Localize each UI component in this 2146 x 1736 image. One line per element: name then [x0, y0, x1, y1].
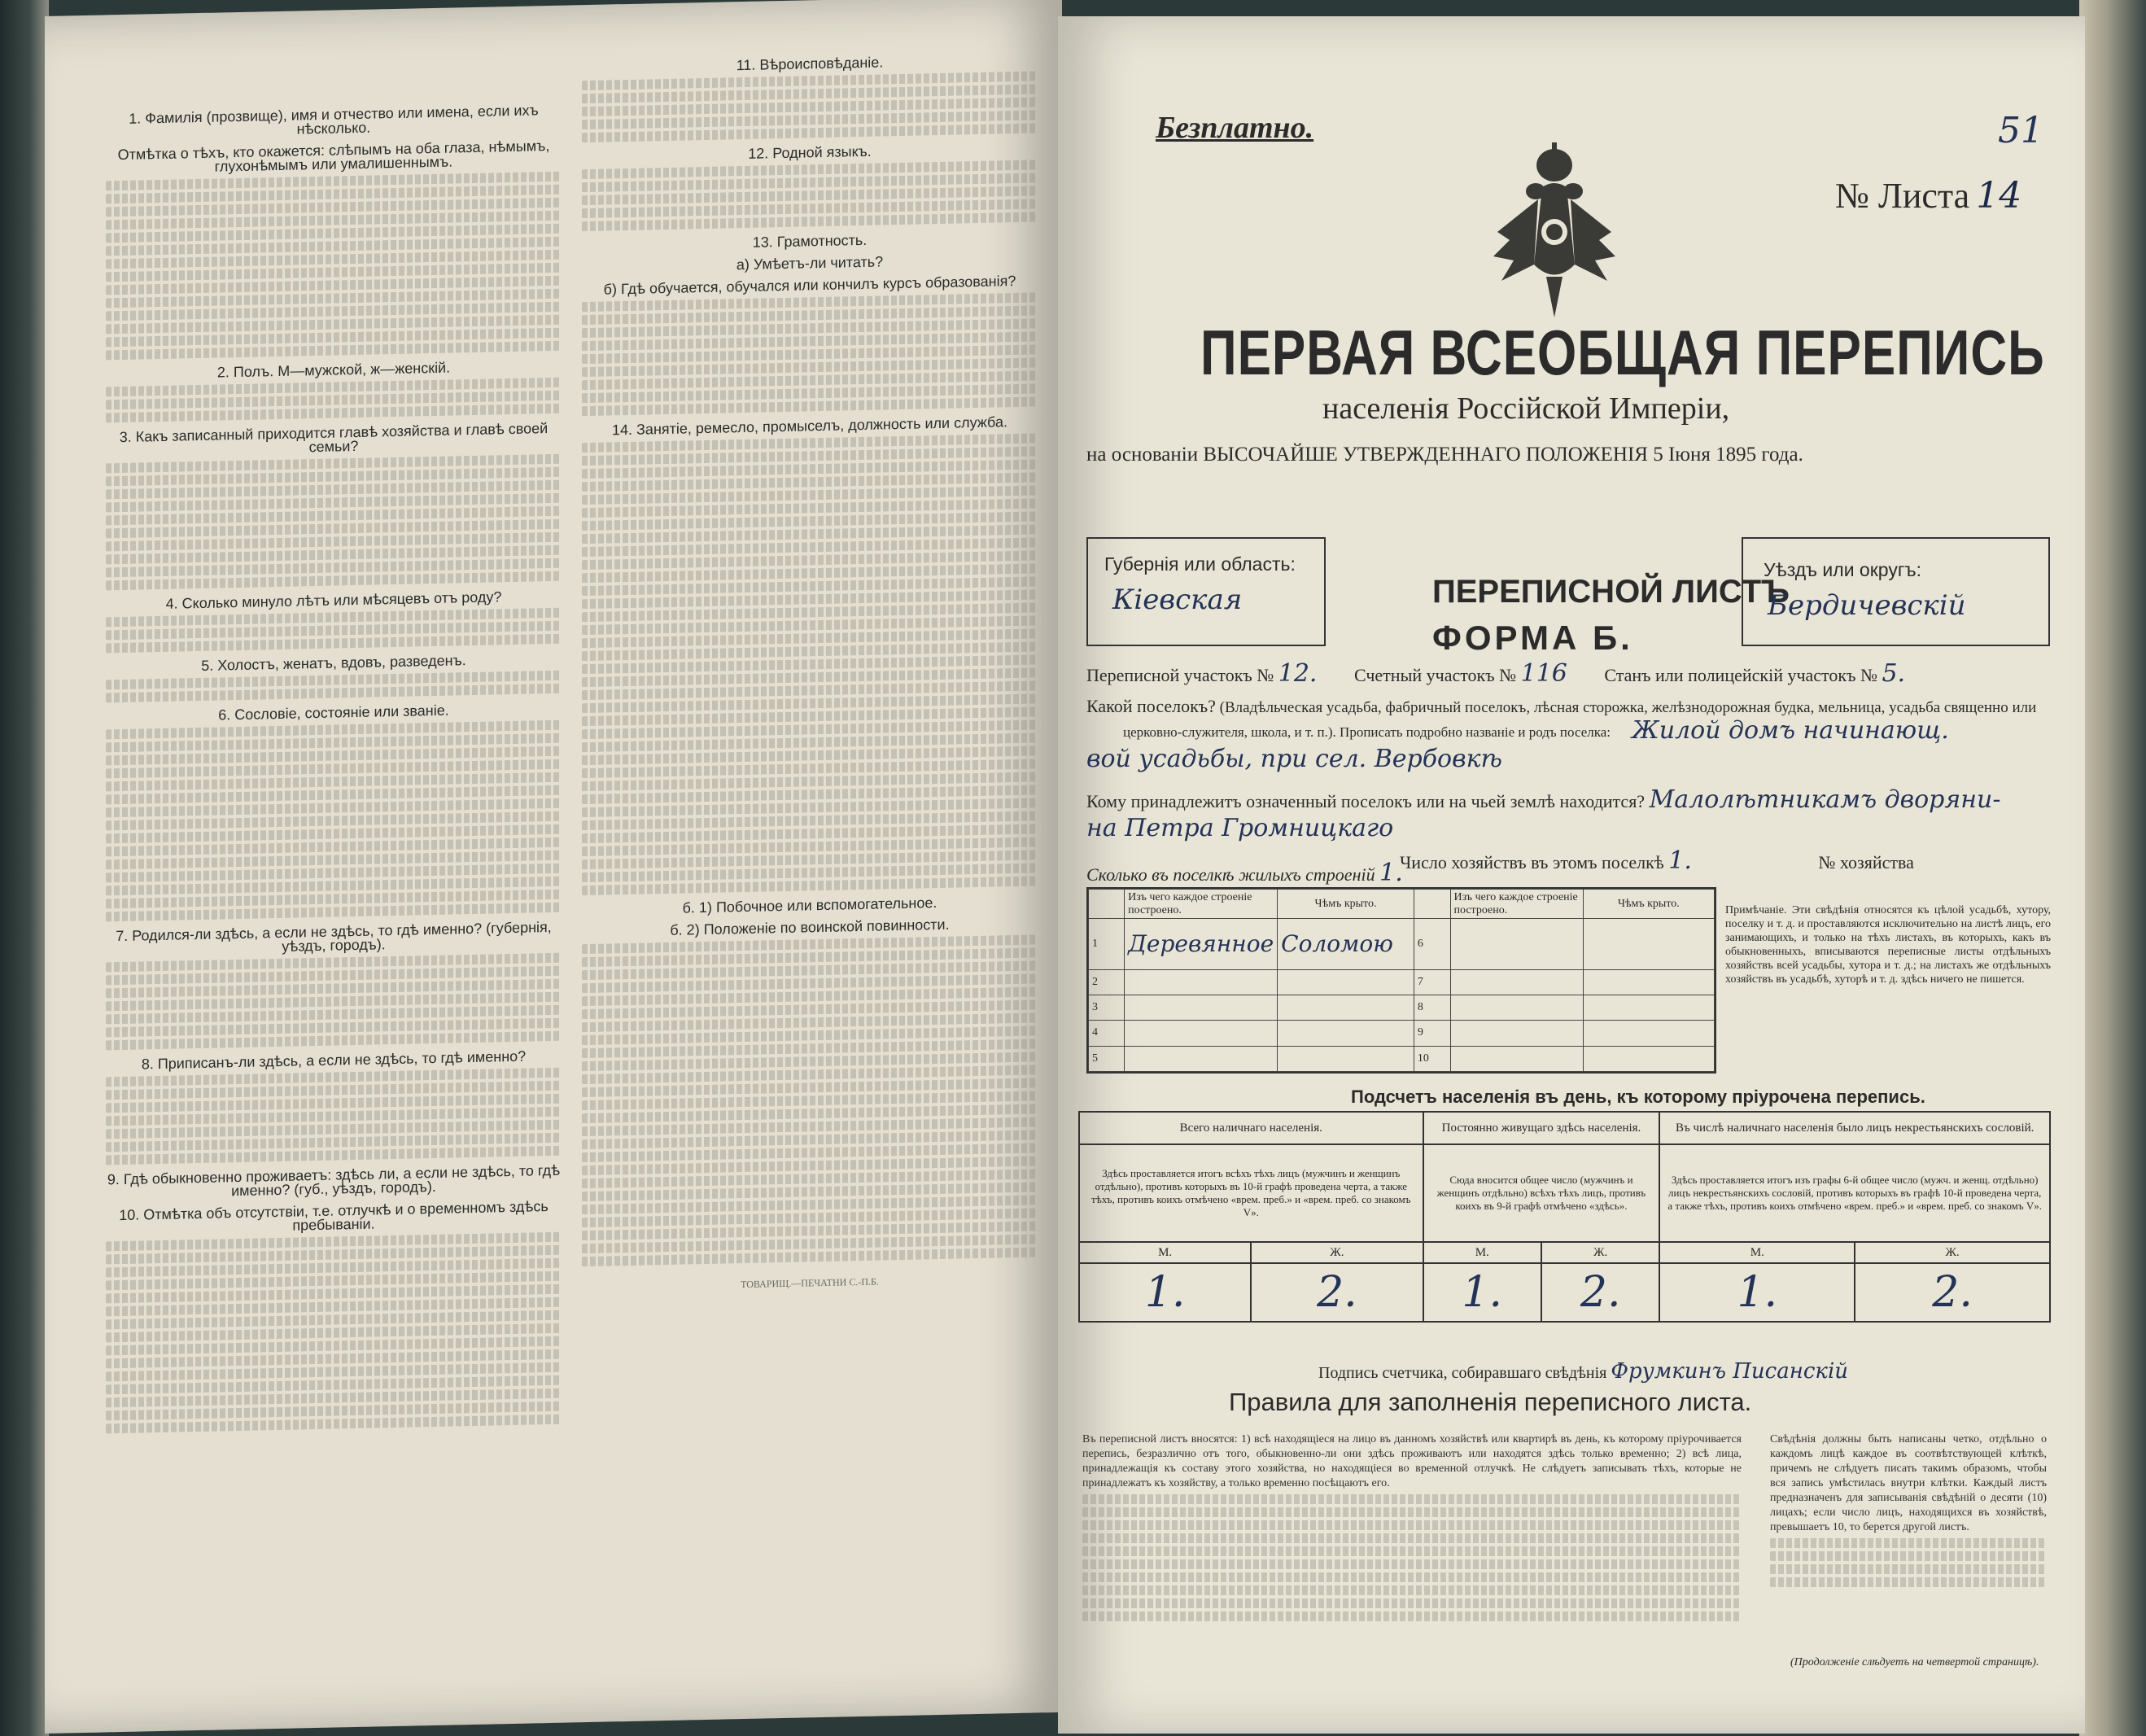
roof-header: Чѣмъ крыто. — [1278, 890, 1414, 919]
rules-column-1 — [1082, 1432, 1742, 1624]
census-basis: на основаніи ВЫСОЧАЙШЕ УТВЕРЖДЕННАГО ПОЛОЖЕНІЯ 5 Іюня 1895 года. — [1086, 444, 1803, 466]
signature-line — [1318, 1359, 1848, 1384]
row-number: 3 — [1089, 995, 1125, 1020]
col-male: М. — [1079, 1242, 1251, 1263]
count-header-non-peasant: Въ числѣ наличнаго населенія было лицъ некрестьянскихъ сословій. — [1659, 1112, 2050, 1144]
households-line — [1400, 846, 1914, 875]
section-5-heading: 5. Холостъ, женатъ, вдовъ, разведенъ. — [201, 652, 466, 674]
buildings-table — [1086, 887, 1716, 1074]
sheet-number-value: 14 — [1976, 175, 2022, 216]
count-desc-total: Здѣсь проставляется итогъ всѣхъ тѣхъ лицъ (мужчинъ и женщинъ отдѣльно), противъ которыхъ въ 10-й графѣ проведена черта, а также тѣхъ, противъ коихъ отмѣчено «врем. преб.» и «врем. преб. со знакомъ V». — [1079, 1144, 1423, 1242]
owner-hand-1: Малолѣтникамъ дворяни- — [1649, 785, 2001, 814]
settlement-options: (Владѣльческая усадьба, фабричный поселокъ, лѣсная сторожка, желѣзнодорожная будка, мельница, усадьба священно или — [1219, 699, 2037, 716]
roof-header-2: Чѣмъ крыто. — [1583, 890, 1714, 919]
section-12-heading: 12. Родной языкъ. — [748, 142, 872, 162]
settlement-hand-1-wrap — [1632, 716, 1949, 745]
precinct-label: Переписной участокъ № — [1086, 665, 1274, 685]
uezd-box — [1742, 537, 2050, 646]
gubernia-value: Кіевская — [1112, 584, 1243, 616]
row-number: 4 — [1089, 1021, 1125, 1046]
rules-text-1: Въ переписной листъ вносятся: 1) всѣ находящіеся на лицо въ данномъ хозяйствѣ или квартирѣ въ день, къ которому пріурочивается перепись, безразлично отъ того, обыкновенно-ли они здѣсь проживаютъ или находятся здѣсь только временно; 2) всѣ лица, принадлежащія къ составу этого хозяйства, но находящіеся во временной отлучкѣ. Не слѣдуетъ записывать тѣхъ, которые не принадлежатъ къ хозяйству, а только временно посѣщаютъ его. — [1082, 1433, 1742, 1489]
settlement-line — [1086, 696, 2036, 717]
count-header-total: Всего наличнаго населенія. — [1079, 1112, 1423, 1144]
gubernia-box — [1086, 537, 1326, 646]
section-14-heading: 14. Занятіе, ремесло, промыселъ, должность или служба. — [612, 413, 1007, 439]
stan-label: Станъ или полицейскій участокъ № — [1604, 665, 1877, 685]
section-11-heading: 11. Вѣроисповѣданіе. — [736, 54, 884, 74]
row-number: 9 — [1414, 1021, 1450, 1046]
settlement-options-2: церковно-служителя, школа, и т. п.). Прописать подробно названіе и родъ поселка: — [1123, 724, 1611, 740]
instructions-column-1 — [106, 95, 562, 1437]
count-desc-non-peasant: Здѣсь проставляется итогъ изъ графы 6-й общее число (мужч. и женщ. отдѣльно) лицъ некрестьянскихъ сословій, противъ которыхъ въ графѣ 10-й проведена черта, а также тѣхъ, противъ коихъ отмѣчено «врем. преб.» и «врем. преб. со знакомъ V». — [1659, 1144, 2050, 1242]
row-number: 8 — [1414, 995, 1450, 1020]
buildings-value: 1. — [1379, 859, 1403, 887]
rules-column-2 — [1770, 1432, 2047, 1590]
sheet-number — [1835, 175, 2021, 216]
count-non-peasant-female: 2. — [1855, 1263, 2050, 1322]
owner-hand-2: на Петра Громницкаго — [1086, 814, 1394, 842]
household-no-label: № хозяйства — [1818, 852, 1914, 872]
section-9-heading: 9. Гдѣ обыкновенно проживаетъ: здѣсь ли, а если не здѣсь, то гдѣ именно? (губ., уѣздъ, городъ). — [107, 1161, 561, 1200]
row-number: 7 — [1414, 969, 1450, 995]
section-15-heading: б. 1) Побочное или вспомогательное. — [682, 894, 938, 916]
material-header: Изъ чего каждое строеніе построено. — [1125, 890, 1278, 919]
material-header-2: Изъ чего каждое строеніе построено. — [1450, 890, 1583, 919]
buildings-note: Примѣчаніе. Эти свѣдѣнія относятся къ цѣлой усадьбѣ, хутору, поселку и т. д. и проставляются исключительно на листѣ лицъ, его занимающихъ, и только на тѣхъ листахъ, въ которыхъ, какъ въ обыкновенныхъ, вписываются переписные листы отдѣльныхъ хозяйствъ всей усадьбы, хутора и т. д.; на листахъ же отдѣльныхъ хозяйствъ въ усадьбѣ, хуторѣ и т. д. здѣсь ничего не пишется. — [1725, 904, 2051, 986]
form-label: ФОРМА Б. — [1432, 619, 1633, 657]
rules-text-2: Свѣдѣнія должны быть написаны четко, отдѣльно о каждомъ лицѣ каждое въ соотвѣтствующей клѣткѣ, причемъ не слѣдуетъ писать такимъ образомъ, чтобы вся запись умѣстилась внутри клѣтки. Каждый листъ предназначенъ для записыванія свѣдѣній о десяти (10) лицахъ; если число лицъ, находящихся въ хозяйствѣ, превышаетъ 10, то берется другой листъ. — [1770, 1433, 2047, 1533]
section-1b-heading: Отмѣтка о тѣхъ, кто окажется: слѣпымъ на оба глаза, нѣмымъ, глухонѣмымъ или умалишеннымъ. — [117, 138, 550, 175]
book-edge-right — [2079, 0, 2146, 1736]
page-number: 51 — [1998, 110, 2043, 151]
col-male: М. — [1423, 1242, 1541, 1263]
owner-label: Кому принадлежитъ означенный поселокъ или на чьей землѣ находится? — [1086, 791, 1646, 811]
section-16-heading: б. 2) Положеніе по воинской повинности. — [670, 916, 950, 938]
section-7-heading: 7. Родился-ли здѣсь, а если не здѣсь, то гдѣ именно? (губернія, уѣздъ, городъ). — [116, 918, 552, 955]
settlement-hand-2: вой усадьбы, при сел. Вербовкѣ — [1086, 745, 1502, 773]
count-permanent-male: 1. — [1423, 1263, 1541, 1322]
row-number: 6 — [1414, 919, 1450, 970]
section-13a-heading: а) Умѣетъ-ли читать? — [736, 253, 884, 273]
row-number: 1 — [1089, 919, 1125, 970]
count-title: Подсчетъ населенія въ день, къ которому пріурочена перепись. — [1351, 1087, 1925, 1107]
gubernia-label: Губернія или область: — [1104, 553, 1296, 575]
section-13-heading: 13. Грамотность. — [752, 231, 868, 251]
row-number: 5 — [1089, 1046, 1125, 1071]
col-female: Ж. — [1855, 1242, 2050, 1263]
section-6-heading: 6. Сословіе, состояніе или званіе. — [218, 702, 449, 724]
owner-line — [1086, 785, 2000, 814]
section-1-heading: 1. Фамилія (прозвище), имя и отчество или имена, если ихъ нѣсколько. — [129, 102, 539, 138]
count-desc-permanent: Сюда вносится общее число (мужчинъ и женщинъ отдѣльно) всѣхъ тѣхъ лицъ, противъ коихъ въ 9-й графѣ отмѣчено «здѣсь». — [1423, 1144, 1660, 1242]
sheet-number-label: № Листа — [1835, 176, 1970, 216]
book-edge-left — [0, 0, 49, 1736]
left-page — [45, 0, 1062, 1734]
row-number: 10 — [1414, 1046, 1450, 1071]
settlement-hand-2-wrap — [1086, 745, 1502, 773]
census-main-title: ПЕРВАЯ ВСЕОБЩАЯ ПЕРЕПИСЬ — [1200, 318, 2045, 389]
households-value: 1. — [1668, 846, 1692, 875]
settlement-hand-1: Жилой домъ начинающ. — [1632, 716, 1949, 745]
count-permanent-female: 2. — [1541, 1263, 1659, 1322]
buildings-label: Сколько въ поселкѣ жилыхъ строеній — [1086, 864, 1375, 885]
section-13b-heading: б) Гдѣ обучается, обучался или кончилъ курсъ образованія? — [603, 273, 1016, 298]
population-count-table — [1078, 1111, 2051, 1323]
col-male: М. — [1659, 1242, 1855, 1263]
signature-label: Подпись счетчика, собиравшаго свѣдѣнія — [1318, 1364, 1607, 1382]
building-roof: Соломою — [1278, 919, 1414, 970]
uezd-label: Уѣздъ или округъ: — [1764, 559, 1921, 580]
imperial-eagle-emblem — [1493, 142, 1615, 326]
section-3-heading: 3. Какъ записанный приходится главѣ хозяйства и главѣ своей семьи? — [119, 420, 549, 456]
col-female: Ж. — [1541, 1242, 1659, 1263]
building-material: Деревянное — [1125, 919, 1278, 970]
count-non-peasant-male: 1. — [1659, 1263, 1855, 1322]
count-precinct-value: 116 — [1520, 659, 1567, 688]
free-of-charge-label: Безплатно. — [1156, 111, 1314, 145]
section-10-heading: 10. Отмѣтка объ отсутствіи, т.е. отлучкѣ и о временномъ здѣсь пребываніи. — [119, 1198, 549, 1234]
instructions-column-2 — [582, 44, 1038, 1295]
precinct-value: 12. — [1278, 659, 1318, 688]
sheet-title: ПЕРЕПИСНОЙ ЛИСТЪ — [1432, 574, 1790, 610]
census-subtitle: населенія Россійской Имперіи, — [1322, 391, 1730, 426]
households-label: Число хозяйствъ въ этомъ поселкѣ — [1400, 852, 1664, 872]
owner-hand-2-wrap — [1086, 814, 1393, 842]
count-total-female: 2. — [1251, 1263, 1423, 1322]
section-8-heading: 8. Приписанъ-ли здѣсь, а если не здѣсь, то гдѣ именно? — [141, 1047, 527, 1073]
section-4-heading: 4. Сколько минуло лѣтъ или мѣсяцевъ отъ роду? — [165, 588, 502, 612]
buildings-line — [1086, 859, 1403, 887]
count-header-permanent: Постоянно живущаго здѣсь населенія. — [1423, 1112, 1660, 1144]
settlement-label: Какой поселокъ? — [1086, 696, 1216, 716]
col-female: Ж. — [1251, 1242, 1423, 1263]
stan-value: 5. — [1882, 659, 1906, 688]
count-precinct-label: Счетный участокъ № — [1353, 665, 1517, 685]
section-2-heading: 2. Полъ. М—мужской, ж—женскій. — [216, 359, 451, 381]
uezd-value: Бердичевскій — [1768, 589, 1966, 622]
rules-title: Правила для заполненія переписного листа. — [1229, 1388, 1752, 1416]
signature-value: Фрумкинъ Писанскій — [1611, 1359, 1849, 1384]
count-total-male: 1. — [1079, 1263, 1251, 1322]
printer-footer: ТОВАРИЩ.—ПЕЧАТНИ С.-П.Б. — [741, 1275, 879, 1291]
precinct-line — [1086, 659, 1905, 688]
row-number: 2 — [1089, 969, 1125, 995]
continuation-note: (Продолженіе слѣдуетъ на четвертой страницѣ). — [1790, 1656, 2039, 1668]
